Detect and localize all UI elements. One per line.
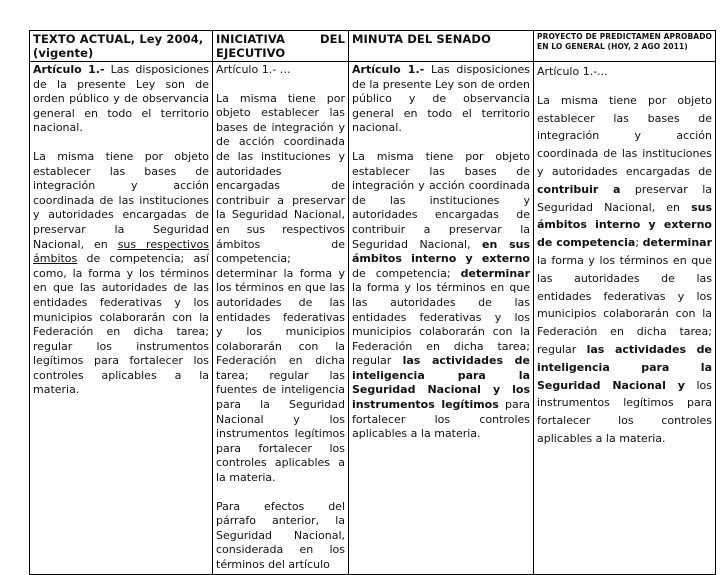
col1-object-paragraph [33, 150, 209, 398]
col2-article-paragraph: Artículo 1.- … [216, 63, 291, 76]
cell-iniciativa [213, 62, 349, 575]
col4-bold-determinar: determinar [642, 236, 712, 250]
cell-predictamen [534, 62, 716, 575]
col3-bold-ambitos: en sus ámbitos interno y externo [352, 237, 530, 266]
header-iniciativa [213, 31, 349, 62]
col1-object-text-start: La misma tiene por objeto establecer las bases de integración y acción coordinada de las instituciones y autoridades encargadas de preservar la Seguridad Nacional, en [33, 149, 209, 251]
col3-object-paragraph [352, 150, 530, 442]
col3-bold-determinar: determinar [460, 266, 530, 280]
col3-article-text: Las disposiciones de la presente Ley son de orden público y de observancia general en todo el territorio nacional. [352, 63, 531, 135]
col1-object-text-end: de competencia; así como, la forma y los términos en que las autoridades de las entidades federativas y los municipios colaborarán con la Federación en dicha tarea; regular los instrumentos legítimos para fortalecer los controles aplicables a la materia. [33, 252, 209, 397]
header-iniciativa-text: INICIATIVA DEL EJECUTIVO [216, 32, 345, 60]
col1-article-text: Las disposiciones de la presente Ley son de orden público y de observancia general en todo el territorio nacional. [33, 63, 209, 135]
col1-article-label: Artículo 1.- [33, 63, 105, 76]
col2-object-paragraph: La misma tiene por objeto establecer las bases de integración y de acción coordinada de las instituciones y autoridades encargadas de contribuir a preservar la Seguridad Nacional, en sus respectivos ámbitos de competencia; determinar la forma y los términos en que las autoridades de las entidades federativas y los municipios colaborarán con la Federación en dicha tarea; regular las fuentes de inteligencia para la Seguridad Nacional y los instrumentos legítimos para fortalecer los controles aplicables a la materia. [216, 91, 345, 485]
col3-article-paragraph [352, 63, 530, 136]
cell-minuta [349, 62, 534, 575]
col4-text-a: La misma tiene por objeto establecer las bases de integración y acción coordinada de las instituciones y autoridades encargadas de [537, 93, 712, 178]
col4-text-g: la forma y los términos en que las autoridades de las entidades federativas y los municipios colaborarán con la Federación en dicha tarea; regular [537, 253, 712, 356]
col3-text-g: para fortalecer los controles aplicables a la materia. [352, 398, 530, 441]
col3-article-label: Artículo 1.- [352, 63, 425, 76]
col4-article-paragraph: Artículo 1.-... [537, 65, 608, 78]
header-minuta: MINUTA DEL SENADO [349, 31, 534, 62]
header-texto-actual: TEXTO ACTUAL, Ley 2004, (vigente) [30, 31, 213, 62]
col1-underlined-ambitos: ámbitos [33, 252, 78, 266]
col4-text-i: los instrumentos legítimos para fortalecer los controles aplicables a la materia. [537, 378, 712, 445]
col1-underlined-respectivos: sus respectivos [117, 237, 209, 251]
col4-bold-ambitos: sus ámbitos interno y externo de competencia [537, 200, 712, 250]
col3-text-a: La misma tiene por objeto establecer las bases de integración y acción coordinada de las instituciones y autoridades encargadas de contribuir a preservar la Seguridad Nacional, [352, 149, 530, 251]
col2-effects-paragraph: Para efectos del párrafo anterior, la Seguridad Nacional, considerada en los términos del artículo [216, 499, 345, 571]
col3-text-c: de competencia; [352, 266, 461, 280]
col4-text-e: ; [635, 236, 643, 250]
col1-article-paragraph [33, 63, 209, 136]
header-predictamen: PROYECTO DE PREDICTAMEN APROBADO EN LO GENERAL (HOY, 2 AGO 2011) [534, 31, 716, 62]
col3-bold-actividades: las actividades de inteligencia para la Seguridad Nacional y los instrumentos legítimos [352, 354, 530, 412]
article-row [30, 62, 716, 575]
header-row [30, 31, 716, 62]
col4-object-paragraph [537, 92, 712, 448]
cell-texto-actual [30, 62, 213, 575]
col4-bold-actividades: las actividades de inteligencia para la Seguridad Nacional y [537, 342, 712, 392]
comparison-table [29, 30, 716, 575]
col3-text-e: la forma y los términos en que las autoridades de las entidades federativas y los municipios colaborarán con la Federación en dicha tarea; regular [352, 281, 530, 368]
col4-bold-contribuir: contribuir a [537, 182, 621, 196]
col4-text-c: preservar la Seguridad Nacional, en [537, 182, 712, 214]
